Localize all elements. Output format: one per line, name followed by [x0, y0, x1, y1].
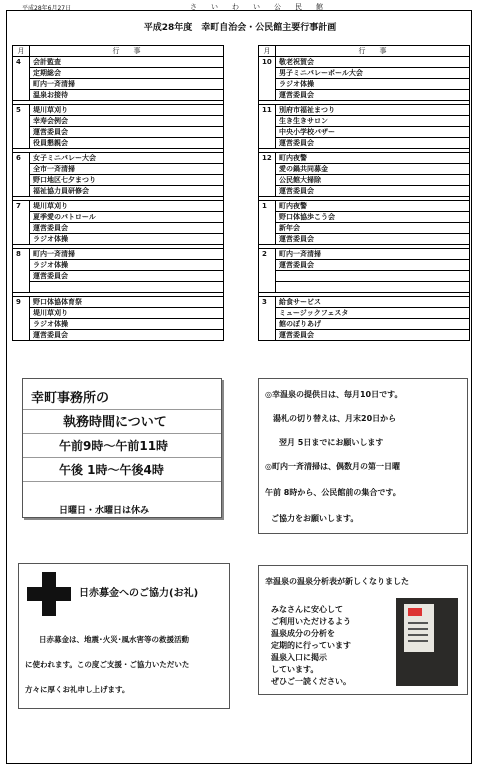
office-subtitle: 執務時間について — [63, 415, 167, 430]
event-cell: 夏季愛のパトロール — [30, 212, 224, 223]
sign-red-label — [408, 608, 422, 616]
spa-analysis-line: しています。 — [271, 665, 319, 674]
event-cell: 愛の鍋共同募金 — [276, 164, 470, 175]
red-cross-body-line: 方々に厚くお礼申し上げます。 — [25, 685, 130, 694]
col-event-header: 行 事 — [276, 46, 470, 57]
table-row — [259, 282, 470, 293]
table-row — [13, 186, 224, 197]
table-row — [259, 105, 470, 116]
event-cell: ラジオ体操 — [276, 79, 470, 90]
table-row — [259, 234, 470, 245]
table-row — [13, 319, 224, 330]
month-cell: 3 — [259, 297, 276, 341]
divider — [23, 457, 221, 458]
schedule-table-right — [258, 45, 470, 341]
event-cell: 町内夜警 — [276, 153, 470, 164]
month-cell: 2 — [259, 249, 276, 293]
table-row — [13, 260, 224, 271]
month-cell: 4 — [13, 57, 30, 101]
table-row — [13, 79, 224, 90]
spa-analysis-line: みなさんに安心して — [271, 605, 343, 614]
event-cell: 運営委員会 — [276, 90, 470, 101]
event-cell: 給食サービス — [276, 297, 470, 308]
table-row — [13, 271, 224, 282]
month-cell: 6 — [13, 153, 30, 197]
table-row — [259, 271, 470, 282]
event-cell — [276, 282, 470, 293]
office-closed-days: 日曜日・水曜日は休み — [59, 506, 150, 516]
event-cell: 会計監査 — [30, 57, 224, 68]
sign-text-line — [408, 622, 428, 624]
sign-text-line — [408, 634, 428, 636]
table-row — [259, 201, 470, 212]
table-row — [13, 297, 224, 308]
table-row — [13, 153, 224, 164]
event-cell — [30, 282, 224, 293]
col-month-header: 月 — [259, 46, 276, 57]
month-cell: 1 — [259, 201, 276, 245]
event-cell: 運営委員会 — [276, 260, 470, 271]
month-cell: 7 — [13, 201, 30, 245]
event-cell: 中央小学校バザー — [276, 127, 470, 138]
col-month-header: 月 — [13, 46, 30, 57]
event-cell: 堤川草刈り — [30, 308, 224, 319]
table-row — [259, 68, 470, 79]
table-row — [13, 57, 224, 68]
event-cell: 公民館大掃除 — [276, 175, 470, 186]
event-cell: 幸寿会例会 — [30, 116, 224, 127]
table-row — [259, 223, 470, 234]
event-cell: 運営委員会 — [30, 223, 224, 234]
event-cell: 定期総会 — [30, 68, 224, 79]
table-row — [13, 201, 224, 212]
event-cell: 役員懇親会 — [30, 138, 224, 149]
red-cross-box — [18, 563, 230, 709]
table-row — [259, 138, 470, 149]
table-row — [13, 330, 224, 341]
red-cross-icon — [27, 572, 71, 616]
spa-notice-line: ◎幸温泉の提供日は、毎月10日です。 — [265, 390, 403, 399]
event-cell: 敬老祝賀会 — [276, 57, 470, 68]
table-row — [13, 175, 224, 186]
event-cell: 女子ミニバレー大会 — [30, 153, 224, 164]
event-cell: 館のぼりあげ — [276, 319, 470, 330]
table-row — [13, 105, 224, 116]
table-row — [13, 138, 224, 149]
divider — [23, 409, 221, 410]
event-cell: 町内一斉清掃 — [30, 249, 224, 260]
event-cell: 野口体協歩こう会 — [276, 212, 470, 223]
table-row — [13, 282, 224, 293]
event-cell — [276, 271, 470, 282]
spa-analysis-line: ご利用いただけるよう — [271, 617, 351, 626]
table-row — [259, 164, 470, 175]
table-row — [13, 164, 224, 175]
event-cell: 全市一斉清掃 — [30, 164, 224, 175]
table-row — [259, 308, 470, 319]
header-date: 平成28年6月27日 — [22, 5, 72, 12]
table-row — [259, 249, 470, 260]
spa-notice-line: ◎町内一斉清掃は、偶数月の第一日曜 — [265, 462, 400, 471]
event-cell: ミュージックフェスタ — [276, 308, 470, 319]
table-row — [259, 297, 470, 308]
table-row — [13, 212, 224, 223]
event-cell: 野口地区七夕まつり — [30, 175, 224, 186]
divider — [23, 433, 221, 434]
table-row — [259, 175, 470, 186]
event-cell: 堤川草刈り — [30, 105, 224, 116]
table-row — [13, 90, 224, 101]
table-row — [259, 330, 470, 341]
table-row — [259, 57, 470, 68]
header-org: さいわい公民館 — [190, 3, 337, 11]
event-cell: 運営委員会 — [276, 234, 470, 245]
red-cross-body-line: 日赤募金は、地震･火災･風水害等の救援活動 — [39, 635, 189, 644]
month-cell: 10 — [259, 57, 276, 101]
event-cell: ラジオ体操 — [30, 319, 224, 330]
event-cell: 野口体協体育祭 — [30, 297, 224, 308]
event-cell: 町内一斉清掃 — [30, 79, 224, 90]
spa-notice-line: 翌月 5日までにお願いします — [279, 438, 384, 447]
event-cell: 運営委員会 — [30, 127, 224, 138]
office-pm-hours: 午後 1時～午後4時 — [59, 463, 164, 477]
event-cell: 町内夜警 — [276, 201, 470, 212]
table-row — [259, 186, 470, 197]
spa-analysis-line: 温泉成分の分析を — [271, 629, 335, 638]
col-event-header: 行 事 — [30, 46, 224, 57]
table-row — [259, 127, 470, 138]
office-hours-box — [22, 378, 222, 518]
spa-analysis-title: 幸温泉の温泉分析表が新しくなりました — [265, 577, 409, 586]
event-cell: 堤川草刈り — [30, 201, 224, 212]
sign-text-line — [408, 640, 428, 642]
event-cell: 運営委員会 — [30, 271, 224, 282]
event-cell: 運営委員会 — [276, 186, 470, 197]
event-cell: 運営委員会 — [30, 330, 224, 341]
table-row — [259, 212, 470, 223]
spa-analysis-photo — [396, 598, 458, 686]
table-row — [13, 116, 224, 127]
month-cell: 12 — [259, 153, 276, 197]
spa-notice-line: 午前 8時から、公民館前の集合です。 — [265, 488, 401, 497]
table-row — [259, 79, 470, 90]
table-row — [259, 116, 470, 127]
spa-notice-line: 湯札の切り替えは、月末20日から — [273, 414, 397, 423]
table-row — [13, 223, 224, 234]
schedule-table-left — [12, 45, 224, 341]
spa-notice-line: ご協力をお願いします。 — [271, 514, 359, 523]
event-cell: 生き生きサロン — [276, 116, 470, 127]
event-cell: 温泉お接待 — [30, 90, 224, 101]
red-cross-body-line: に使われます。この度ご支援・ご協力いただいた — [25, 660, 190, 669]
red-cross-title: 日赤募金へのご協力(お礼) — [79, 588, 199, 599]
page-title: 平成28年度 幸町自治会・公民館主要行事計画 — [143, 23, 337, 33]
event-cell: 町内一斉清掃 — [276, 249, 470, 260]
event-cell: ラジオ体操 — [30, 260, 224, 271]
event-cell: 運営委員会 — [276, 138, 470, 149]
spa-analysis-line: 温泉入口に掲示 — [271, 653, 327, 662]
month-cell: 5 — [13, 105, 30, 149]
table-row — [259, 260, 470, 271]
sign-text-line — [408, 628, 428, 630]
office-am-hours: 午前9時～午前11時 — [59, 439, 169, 453]
table-row — [13, 308, 224, 319]
table-row — [13, 127, 224, 138]
event-cell: 新年会 — [276, 223, 470, 234]
spa-analysis-line: 定期的に行っています — [271, 641, 351, 650]
table-row — [13, 68, 224, 79]
table-row — [259, 319, 470, 330]
event-cell: 別府市福祉まつり — [276, 105, 470, 116]
event-cell: ラジオ体操 — [30, 234, 224, 245]
office-title: 幸町事務所の — [31, 391, 110, 406]
event-cell: 男子ミニバレーボール大会 — [276, 68, 470, 79]
spa-analysis-line: ぜひご一読ください。 — [271, 677, 351, 686]
table-row — [13, 234, 224, 245]
table-row — [259, 153, 470, 164]
month-cell: 8 — [13, 249, 30, 293]
table-row — [13, 249, 224, 260]
month-cell: 9 — [13, 297, 30, 341]
month-cell: 11 — [259, 105, 276, 149]
divider — [23, 481, 221, 482]
event-cell: 福祉協力員研修会 — [30, 186, 224, 197]
spa-notice-box — [258, 378, 468, 534]
event-cell: 運営委員会 — [276, 330, 470, 341]
table-row — [259, 90, 470, 101]
